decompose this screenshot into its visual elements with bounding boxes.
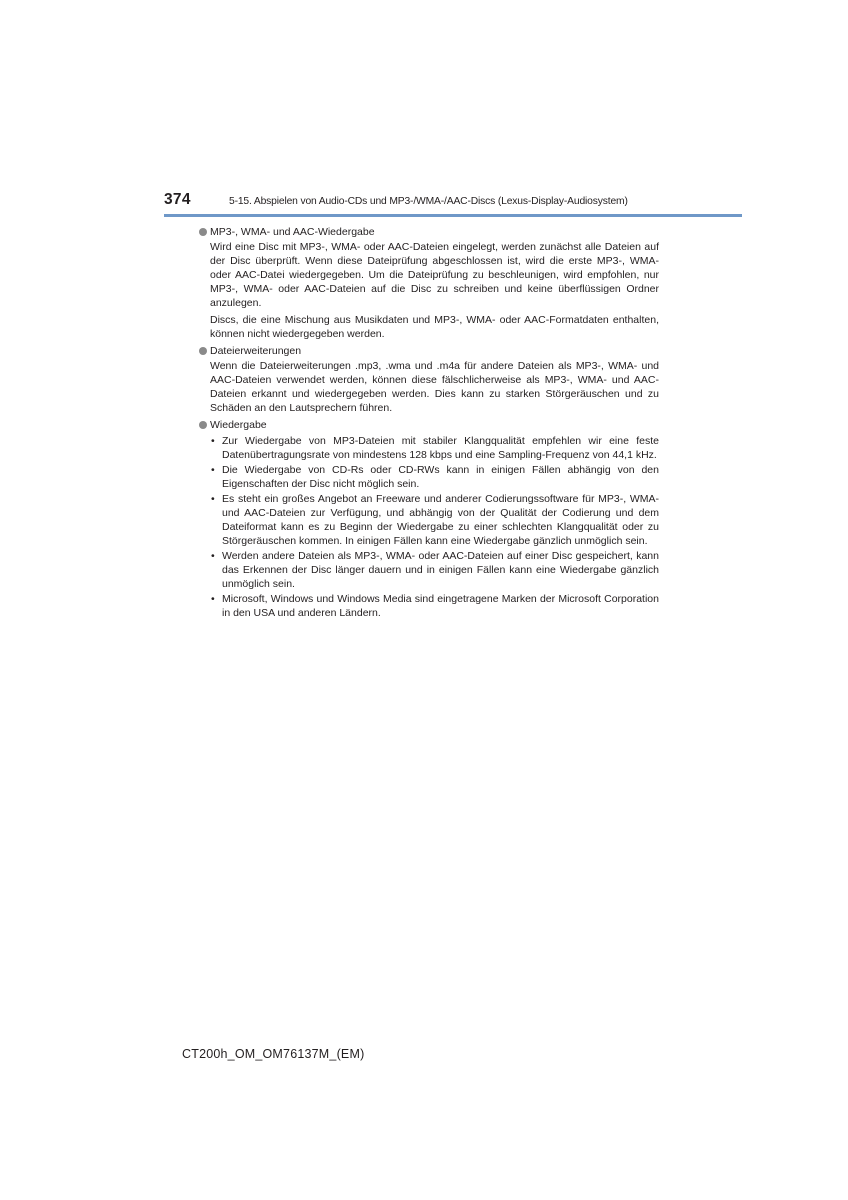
list-item-text: Microsoft, Windows und Windows Media sind eingetragene Marken der Microsoft Corporation in den USA und anderen Ländern.	[222, 593, 659, 619]
chapter-title: 5-15. Abspielen von Audio-CDs und MP3-/WMA-/AAC-Discs (Lexus-Display-Audiosystem)	[229, 196, 628, 207]
section-dateierweiterungen	[198, 344, 659, 415]
section-title: MP3-, WMA- und AAC-Wiedergabe	[210, 226, 375, 238]
section-heading	[198, 225, 659, 239]
list-item-text: Werden andere Dateien als MP3-, WMA- oder AAC-Dateien auf einer Disc gespeichert, kann das Erkennen der Disc länger dauern und in einigen Fällen kann eine Wiedergabe gänzlich unmöglich sein.	[222, 550, 659, 590]
list-item	[210, 492, 659, 548]
list-item-text: Die Wiedergabe von CD-Rs oder CD-RWs kann in einigen Fällen abhängig von den Eigenschaften der Disc nicht möglich sein.	[222, 464, 659, 490]
bullet-circle-icon	[199, 421, 207, 429]
page-number: 374	[164, 191, 191, 208]
bullet-circle-icon	[199, 228, 207, 236]
paragraph: Discs, die eine Mischung aus Musikdaten und MP3-, WMA- oder AAC-Formatdaten enthalten, können nicht wiedergegeben werden.	[210, 314, 659, 340]
section-title: Dateierweiterungen	[210, 345, 302, 357]
list-item	[210, 592, 659, 620]
list-item-text: Es steht ein großes Angebot an Freeware und anderer Codierungssoftware für MP3-, WMA- und AAC-Dateien zur Verfügung, und abhängig von der Qualität der Codierung und dem Dateiformat kann es zu Beginn der Wiedergabe zu einer schlechten Klangqualität oder zu Störgeräuschen kommen. In einigen Fällen kann eine Wiedergabe gänzlich unmöglich sein.	[222, 493, 659, 547]
header-rule	[164, 214, 742, 217]
list-item-text: Zur Wiedergabe von MP3-Dateien mit stabiler Klangqualität empfehlen wir eine feste Datenübertragungsrate von mindestens 128 kbps und eine Sampling-Frequenz von 44,1 kHz.	[222, 435, 659, 461]
section-mp3-wma-aac	[198, 225, 659, 341]
list-item	[210, 549, 659, 591]
document-code: CT200h_OM_OM76137M_(EM)	[182, 1047, 365, 1061]
paragraph: Wenn die Dateierweiterungen .mp3, .wma und .m4a für andere Dateien als MP3-, WMA- und AAC-Dateien verwendet werden, können diese fälschlicherweise als MP3-, WMA- und AAC-Dateien erkannt und wiedergegeben werden. Dies kann zu starken Störgeräuschen und zu Schäden an den Lautsprechern führen.	[210, 360, 659, 414]
bullet-list	[210, 434, 659, 620]
small-dot-icon: •	[211, 593, 215, 605]
bullet-circle-icon	[199, 347, 207, 355]
section-heading	[198, 344, 659, 358]
section-heading	[198, 418, 659, 432]
list-item	[210, 463, 659, 491]
main-content	[198, 225, 659, 622]
paragraph: Wird eine Disc mit MP3-, WMA- oder AAC-Dateien eingelegt, werden zunächst alle Dateien auf der Disc überprüft. Wenn diese Dateiprüfung abgeschlossen ist, wird die erste MP3-, WMA- oder AAC-Datei wiedergegeben. Um die Dateiprüfung zu beschleunigen, wird empfohlen, nur MP3-, WMA- oder AAC-Dateien auf die Disc zu schreiben und keine überflüssigen Ordner anzulegen.	[210, 241, 659, 309]
small-dot-icon: •	[211, 493, 215, 505]
section-title: Wiedergabe	[210, 419, 267, 431]
section-wiedergabe	[198, 418, 659, 620]
small-dot-icon: •	[211, 464, 215, 476]
list-item	[210, 434, 659, 462]
small-dot-icon: •	[211, 435, 215, 447]
small-dot-icon: •	[211, 550, 215, 562]
